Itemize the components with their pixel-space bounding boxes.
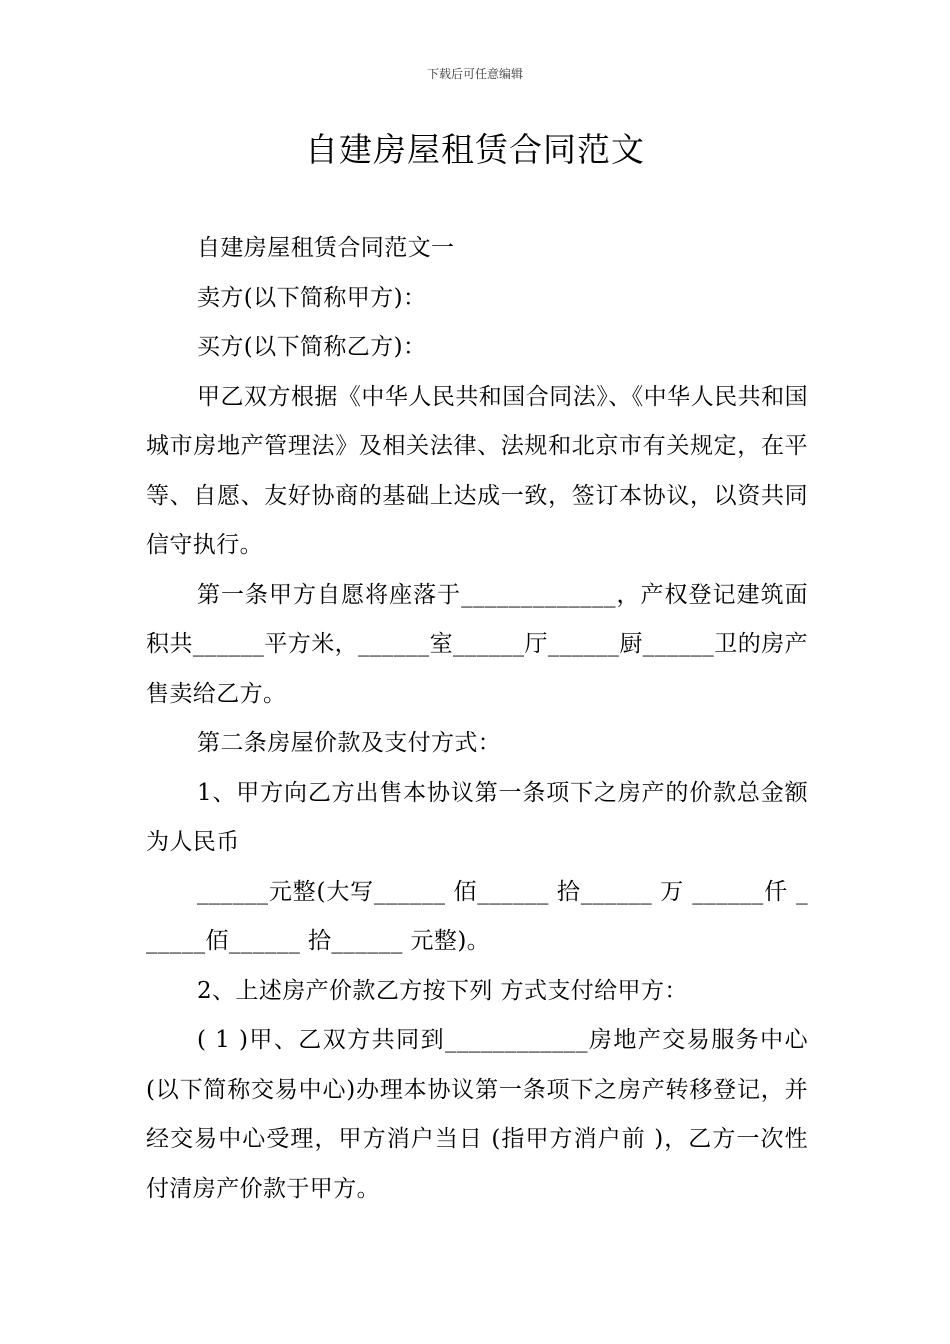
- amount-paragraph: ______元整(大写______ 佰______ 拾______ 万 ______仟 ______佰______ 拾______ 元整)。: [146, 878, 808, 954]
- header-note: 下载后可任意编辑: [426, 67, 523, 81]
- article-2-heading: 第二条房屋价款及支付方式：: [197, 730, 502, 756]
- document-title: 自建房屋租赁合同范文: [305, 130, 645, 169]
- clause-2-1-paragraph: ( 1 )甲、乙双方共同到____________房地产交易服务中心(以下简称交易中心)办理本协议第一条项下之房产转移登记，并经交易中心受理，甲方消户当日 (指甲方消户前 )，乙方一次性付清房产价款于甲方。: [146, 1027, 808, 1202]
- article-1-paragraph: 第一条甲方自愿将座落于_____________，产权登记建筑面积共______平方米，______室______厅______厨______卫的房产售卖给乙方。: [146, 581, 808, 707]
- buyer-line: 买方(以下简称乙方)：: [197, 334, 427, 360]
- preamble-paragraph: 甲乙双方根据《中华人民共和国合同法》、《中华人民共和国城市房地产管理法》及相关法律、法规和北京市有关规定，在平等、自愿、友好协商的基础上达成一致，签订本协议，以资共同信守执行。: [146, 383, 808, 558]
- seller-line: 卖方(以下简称甲方)：: [197, 284, 427, 311]
- document-body: [146, 224, 808, 1214]
- clause-1-paragraph: 1、甲方向乙方出售本协议第一条项下之房产的价款总金额为人民币: [146, 779, 808, 855]
- section-heading: 自建房屋租赁合同范文一: [197, 235, 455, 261]
- clause-2-paragraph: 2、上述房产价款乙方按下列 方式支付给甲方：: [197, 977, 688, 1004]
